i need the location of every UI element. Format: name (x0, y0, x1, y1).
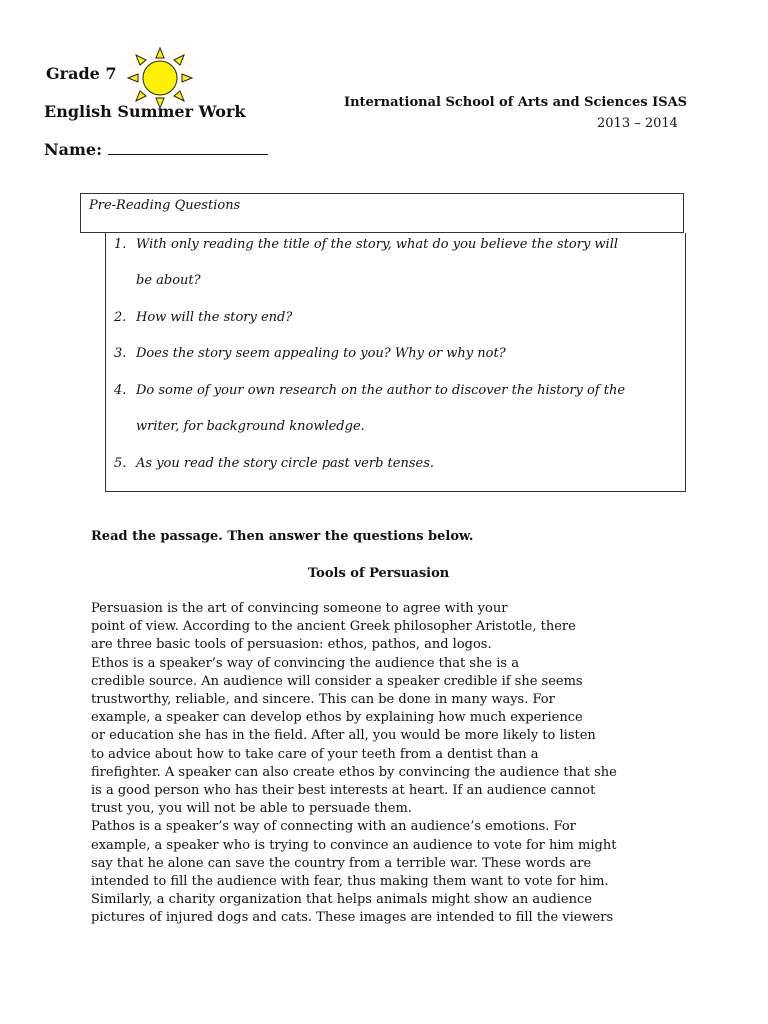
question-text: As you read the story circle past verb tenses. (136, 456, 434, 471)
school-years: 2013 – 2014 (597, 116, 678, 131)
question-number: 3. (114, 346, 127, 361)
prereading-title: Pre-Reading Questions (89, 198, 241, 213)
question-text: Does the story seem appealing to you? Why or why not? (136, 346, 506, 361)
question-text: writer, for background knowledge. (136, 419, 365, 434)
prereading-title-box (80, 193, 684, 233)
name-label: Name: (44, 140, 103, 159)
question-text: Do some of your own research on the author to discover the history of the (136, 383, 626, 398)
passage-line: Persuasion is the art of convincing someone to agree with your (91, 601, 508, 616)
grade-label: Grade 7 (46, 64, 117, 83)
name-field (44, 140, 268, 159)
passage-line: Pathos is a speaker’s way of connecting with an audience’s emotions. For (91, 819, 576, 835)
question-text: With only reading the title of the story, what do you believe the story will (136, 237, 619, 252)
question-text: How will the story end? (136, 310, 293, 325)
passage-line: point of view. According to the ancient Greek philosopher Aristotle, there (91, 619, 576, 635)
passage-line: credible source. An audience will consider a speaker credible if she seems (91, 673, 583, 689)
prereading-questions-box (105, 233, 686, 492)
passage-line: pictures of injured dogs and cats. These images are intended to fill the viewers (91, 910, 614, 926)
passage-line: or education she has in the field. After all, you would be more likely to listen (91, 728, 596, 744)
passage-line: say that he alone can save the country from a terrible war. These words are (91, 855, 592, 871)
passage-line: are three basic tools of persuasion: ethos, pathos, and logos. (91, 637, 492, 653)
passage-line: example, a speaker can develop ethos by explaining how much experience (91, 710, 583, 726)
passage-line: Ethos is a speaker’s way of convincing the audience that she is a (91, 655, 519, 671)
passage-line: trust you, you will not be able to persuade them. (91, 801, 412, 817)
school-name: International School of Arts and Sciences ISAS (344, 95, 688, 110)
sun-icon (124, 46, 196, 110)
passage-body (91, 600, 691, 928)
passage-line: trustworthy, reliable, and sincere. This can be done in many ways. For (91, 692, 555, 708)
passage-line: firefighter. A speaker can also create ethos by convincing the audience that she (91, 764, 617, 780)
question-number: 1. (114, 237, 127, 252)
question-number: 4. (114, 383, 127, 398)
name-blank-line (108, 140, 268, 155)
passage-title: Tools of Persuasion (308, 566, 450, 581)
passage-line: is a good person who has their best interests at heart. If an audience cannot (91, 783, 596, 799)
passage-line: example, a speaker who is trying to convince an audience to vote for him might (91, 837, 617, 853)
passage-line: Similarly, a charity organization that helps animals might show an audience (91, 892, 592, 908)
passage-line: to advice about how to take care of your teeth from a dentist than a (91, 746, 539, 762)
instructions: Read the passage. Then answer the questions below. (91, 529, 474, 544)
question-number: 2. (114, 310, 127, 325)
subtitle: English Summer Work (44, 102, 246, 121)
question-text: be about? (136, 273, 201, 288)
passage-line: intended to fill the audience with fear, thus making them want to vote for him. (91, 874, 609, 890)
question-number: 5. (114, 456, 127, 471)
